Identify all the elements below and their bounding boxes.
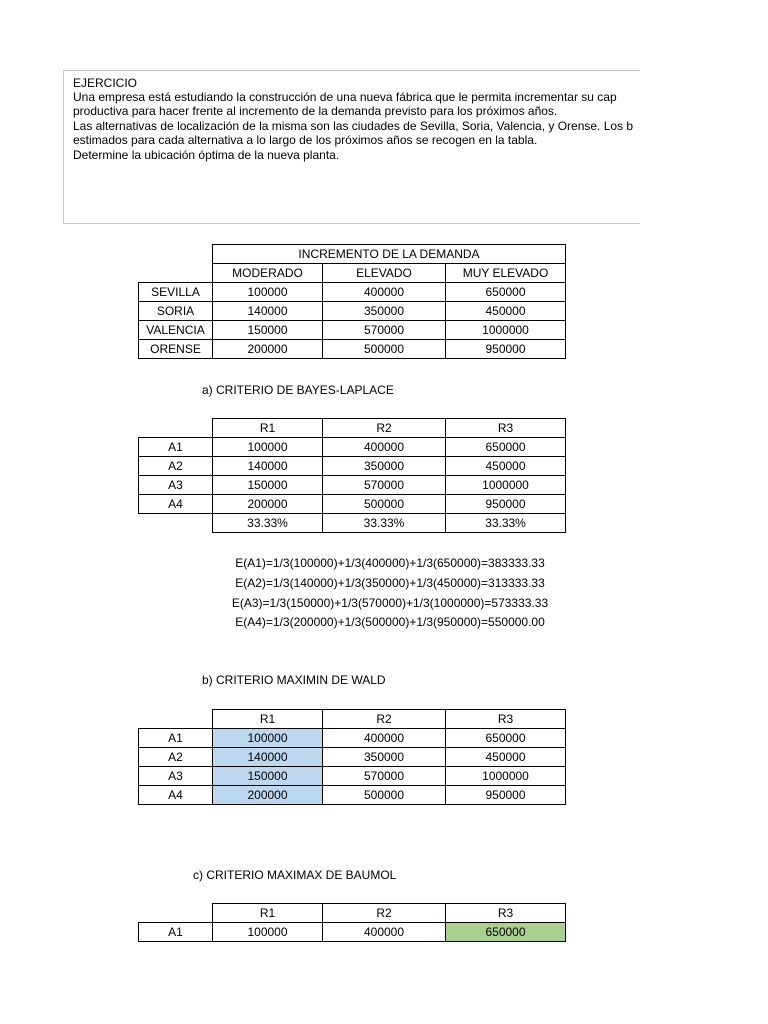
expected-value-formula: E(A2)=1/3(140000)+1/3(350000)+1/3(450000)=313333.33 — [235, 576, 545, 590]
wald-table — [138, 709, 566, 805]
table-cell: 950000 — [446, 786, 566, 805]
table-cell: 570000 — [323, 321, 446, 340]
table-cell: 140000 — [213, 302, 323, 321]
table-cell: 500000 — [323, 786, 446, 805]
table-cell: 400000 — [323, 283, 446, 302]
table-cell: 650000 — [446, 283, 566, 302]
table-cell: 450000 — [446, 302, 566, 321]
column-header: R2 — [323, 710, 446, 729]
expected-value-formula: E(A3)=1/3(150000)+1/3(570000)+1/3(1000000)=573333.33 — [231, 596, 549, 610]
table-cell: 350000 — [323, 302, 446, 321]
table-cell: 650000 — [446, 729, 566, 748]
highlighted-min-cell: 150000 — [213, 767, 323, 786]
row-label: A4 — [139, 786, 213, 805]
row-label: ORENSE — [139, 340, 213, 359]
exercise-text-line: estimados para cada alternativa a lo largo de los próximos años se recogen en la tabla. — [73, 133, 538, 147]
column-header: R2 — [323, 904, 446, 923]
table-row — [139, 438, 566, 457]
table-row — [139, 495, 566, 514]
table-row — [139, 340, 566, 359]
table-cell: 400000 — [323, 729, 446, 748]
row-label: A1 — [139, 729, 213, 748]
empty-cell — [139, 245, 213, 264]
bayes-table — [138, 418, 566, 533]
table-cell: 500000 — [323, 340, 446, 359]
column-header: R3 — [446, 904, 566, 923]
table-cell: 100000 — [213, 438, 323, 457]
row-label: A2 — [139, 748, 213, 767]
table-row — [139, 514, 566, 533]
empty-cell — [139, 264, 213, 283]
bayes-title: a) CRITERIO DE BAYES-LAPLACE — [202, 383, 394, 397]
table-cell: 950000 — [446, 495, 566, 514]
table-row — [139, 786, 566, 805]
table-row — [139, 302, 566, 321]
table-cell: 1000000 — [446, 476, 566, 495]
empty-cell — [139, 710, 213, 729]
table-cell: 500000 — [323, 495, 446, 514]
highlighted-min-cell: 100000 — [213, 729, 323, 748]
row-label: A3 — [139, 767, 213, 786]
table-cell: 150000 — [213, 476, 323, 495]
table-cell: 350000 — [323, 457, 446, 476]
table-row — [139, 264, 566, 283]
probability-cell: 33.33% — [213, 514, 323, 533]
table-row — [139, 419, 566, 438]
row-label: A4 — [139, 495, 213, 514]
row-label: A3 — [139, 476, 213, 495]
exercise-statement-box — [63, 70, 640, 224]
row-label: SEVILLA — [139, 283, 213, 302]
table-row — [139, 748, 566, 767]
table-cell: 100000 — [213, 923, 323, 942]
table-cell: 450000 — [446, 457, 566, 476]
table-cell: 100000 — [213, 283, 323, 302]
column-header: MUY ELEVADO — [446, 264, 566, 283]
table-cell: 650000 — [446, 438, 566, 457]
table-row — [139, 923, 566, 942]
table-cell: 350000 — [323, 748, 446, 767]
expected-value-formula: E(A1)=1/3(100000)+1/3(400000)+1/3(650000)=383333.33 — [235, 556, 545, 570]
table-cell: 140000 — [213, 457, 323, 476]
wald-title: b) CRITERIO MAXIMIN DE WALD — [202, 673, 386, 687]
empty-cell — [139, 514, 213, 533]
table-cell: 200000 — [213, 340, 323, 359]
highlighted-min-cell: 200000 — [213, 786, 323, 805]
empty-cell — [139, 904, 213, 923]
demand-table — [138, 244, 566, 359]
table-row — [139, 283, 566, 302]
column-header: R1 — [213, 419, 323, 438]
table-cell: 570000 — [323, 476, 446, 495]
column-header: R3 — [446, 710, 566, 729]
table-row — [139, 457, 566, 476]
row-label: A1 — [139, 923, 213, 942]
column-header: R1 — [213, 904, 323, 923]
table-cell: 450000 — [446, 748, 566, 767]
demand-group-header: INCREMENTO DE LA DEMANDA — [213, 245, 566, 264]
exercise-text-line: Una empresa está estudiando la construcción de una nueva fábrica que le permita incrementar su cap — [73, 90, 617, 104]
row-label: VALENCIA — [139, 321, 213, 340]
table-cell: 950000 — [446, 340, 566, 359]
table-cell: 400000 — [323, 438, 446, 457]
table-row — [139, 710, 566, 729]
baumol-table — [138, 903, 566, 942]
column-header: R1 — [213, 710, 323, 729]
table-cell: 150000 — [213, 321, 323, 340]
empty-cell — [139, 419, 213, 438]
probability-cell: 33.33% — [446, 514, 566, 533]
table-row — [139, 321, 566, 340]
table-cell: 570000 — [323, 767, 446, 786]
probability-cell: 33.33% — [323, 514, 446, 533]
expected-value-formula: E(A4)=1/3(200000)+1/3(500000)+1/3(950000)=550000.00 — [235, 615, 545, 629]
table-row — [139, 729, 566, 748]
exercise-text-line: productiva para hacer frente al incremento de la demanda previsto para los próximos años. — [73, 104, 558, 118]
table-row — [139, 245, 566, 264]
row-label: SORIA — [139, 302, 213, 321]
table-row — [139, 476, 566, 495]
table-row — [139, 767, 566, 786]
table-cell: 1000000 — [446, 767, 566, 786]
column-header: ELEVADO — [323, 264, 446, 283]
highlighted-min-cell: 140000 — [213, 748, 323, 767]
table-row — [139, 904, 566, 923]
table-cell: 200000 — [213, 495, 323, 514]
column-header: MODERADO — [213, 264, 323, 283]
row-label: A1 — [139, 438, 213, 457]
baumol-title: c) CRITERIO MAXIMAX DE BAUMOL — [193, 868, 397, 882]
table-cell: 1000000 — [446, 321, 566, 340]
table-cell: 400000 — [323, 923, 446, 942]
exercise-text-line: Las alternativas de localización de la misma son las ciudades de Sevilla, Soria, Valencia, y Orense. Los b — [73, 119, 634, 133]
highlighted-max-cell: 650000 — [446, 923, 566, 942]
row-label: A2 — [139, 457, 213, 476]
exercise-text-line: Determine la ubicación óptima de la nueva planta. — [73, 148, 340, 162]
column-header: R2 — [323, 419, 446, 438]
exercise-heading: EJERCICIO — [73, 76, 138, 90]
column-header: R3 — [446, 419, 566, 438]
